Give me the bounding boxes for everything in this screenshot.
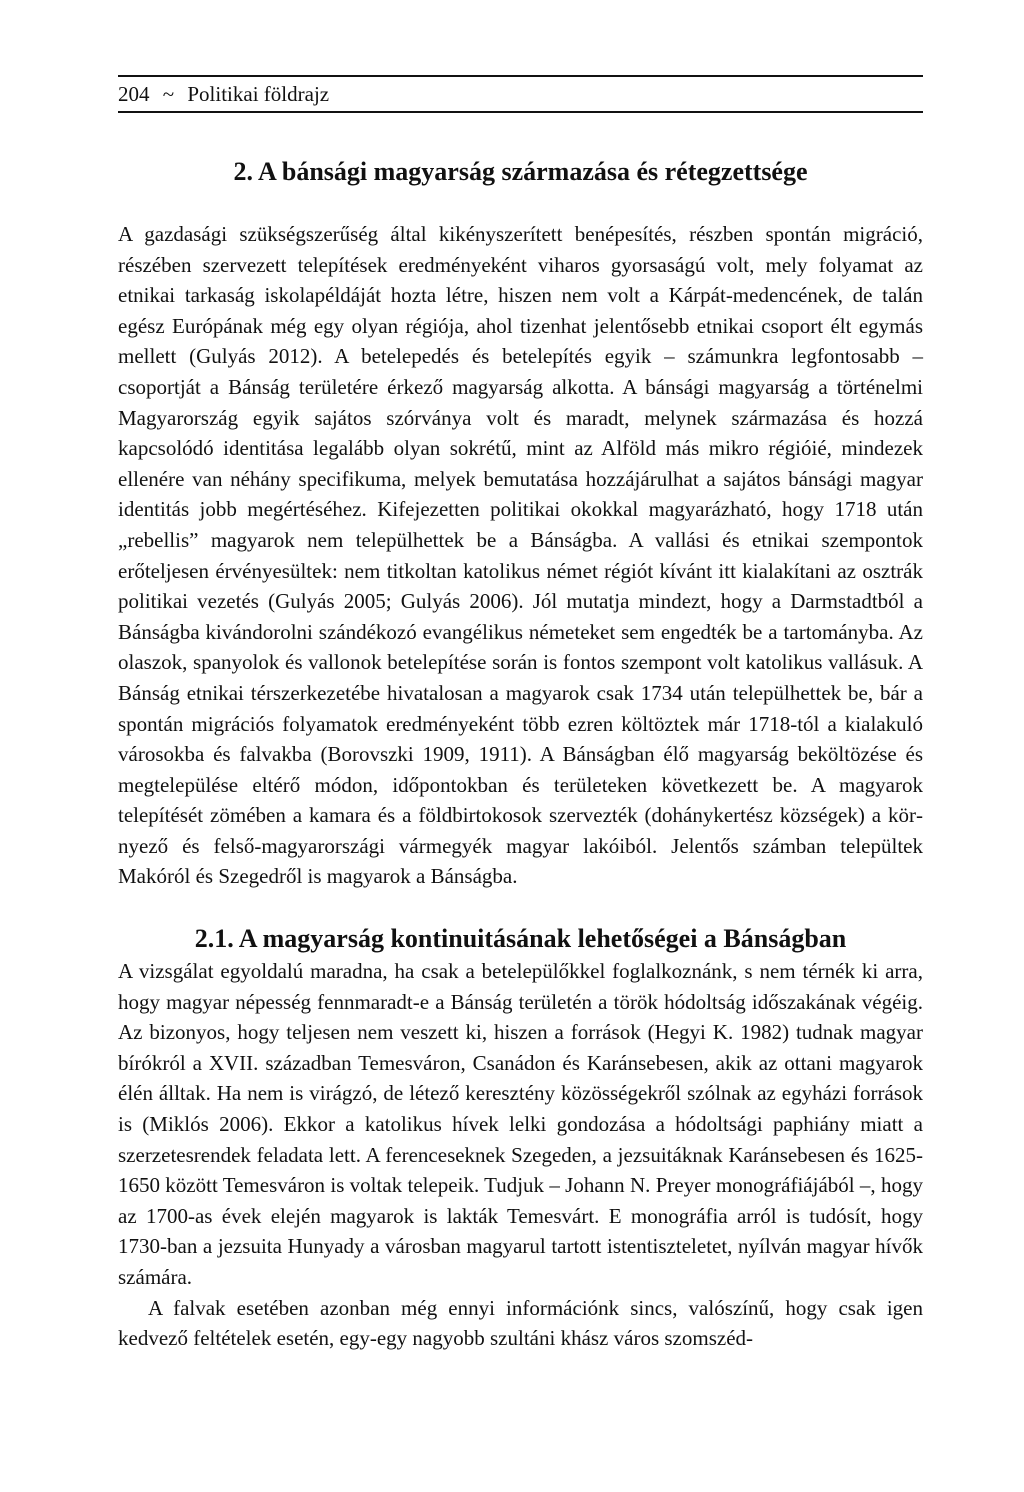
header-bottom-rule <box>118 111 923 113</box>
header-separator: ~ <box>162 82 175 106</box>
page-number: 204 <box>118 82 150 106</box>
running-title: Politikai földrajz <box>187 82 330 106</box>
page-body <box>118 155 923 1354</box>
header-top-rule <box>118 75 923 77</box>
subsection-paragraph-continued: A falvak esetében azonban még ennyi információnk sincs, valószínű, hogy csak igen kedvező feltételek esetén, egy-egy nagyobb szultáni khász város szomszéd- <box>118 1295 923 1351</box>
running-header <box>118 80 923 108</box>
subsection-heading: 2.1. A magyarság kontinuitásának lehetőségei a Bánságban <box>194 924 847 954</box>
subsection-paragraph: A vizsgálat egyoldalú maradna, ha csak a betelepülőkkel foglalkoznánk, s nem térnék ki arra, hogy magyar népesség fennmaradt-e a Bánság területén a török hódoltság időszakának végéig. Az bizonyos, hogy teljesen nem veszett ki, hiszen a források (Hegyi K. 1982) tudnak magyar bírókról a XVII. században Temesváron, Csanádon és Karánsebesen, akik az ottani magyarok élén álltak. Ha nem is virágzó, de létező keresztény közösségekről szólnak az egyházi források is (Miklós 2006). Ekkor a katolikus hívek lelki gondozása a hódoltsági paphiány miatt a szerzetesrendek feladata lett. A ferenceseknek Szegeden, a jezsuitáknak Karánsebesen és 1625-1650 között Temesváron is voltak telepeik. Tudjuk – Johann N. Preyer monográfiájából –, hogy az 1700-as évek elején magyarok is lakták Temesvárt. E monográfia arról is tudósít, hogy 1730-ban a jezsuita Hunyady a városban magyarul tartott istentiszteletet, nyílván magyar hívők számára. <box>118 959 923 1289</box>
section-heading: 2. A bánsági magyarság származása és rétegzettsége <box>233 157 808 186</box>
section-paragraph: A gazdasági szükségszerűség által kikényszerített benépesítés, részben spontán migráció, részében szervezett telepítések eredményeként viharos gyorsaságú volt, mely folyamat az etnikai tarkaság iskolapéldáját hozta létre, hiszen nem volt a Kárpát-medencének, de talán egész Európának még egy olyan régiója, ahol tizenhat jelentősebb etnikai csoport élt egymás mellett (Gulyás 2012). A betelepedés és betelepítés egyik – számunkra legfontosabb – csoportját a Bánság területére érkező magyarság alkotta. A bánsági magyarság a történelmi Magyarország egyik sajátos szórványa volt és maradt, melynek származása és hozzá kapcsolódó identitása legalább olyan sokrétű, mint az Alföld más mikro régióié, mindezek ellenére van néhány specifikuma, melyek bemutatása hozzájárulhat a sajátos bánsági magyar identitás jobb megértéséhez. Kifejezetten politikai okokkal magyarázható, hogy 1718 után „rebellis” magyarok nem települhettek be a Bánságba. A vallási és etnikai szempontok erőteljesen érvényesültek: nem titkoltan katolikus német régiót kívánt itt kialakítani az osztrák politikai vezetés (Gulyás 2005; Gulyás 2006). Jól mutatja mindezt, hogy a Darmstadtból a Bánságba kivándorolni szándékozó evangélikus németeket sem engedték be a tartományba. Az olaszok, spanyolok és vallonok betelepítése során is fontos szempont volt katolikus vallásuk. A Bánság etnikai térszerkezetébe hivatalosan a magyarok csak 1734 után települhettek be, bár a spontán migrációs folyamatok eredményeként több ezren költöztek már 1718-tól a kialakuló városokba és falvakba (Borovszki 1909, 1911). A Bánságban élő magyarság beköltözése és megtelepülése eltérő módon, időpontokban és területeken következett be. A magyarok telepítését zömében a kamara és a földbirtokosok szervezték (dohánykertész községek) a környező és felső-magyarországi vármegyék magyar lakóiból. Jelentős számban települtek Makóról és Szegedről is magyarok a Bánságba. <box>118 222 923 889</box>
